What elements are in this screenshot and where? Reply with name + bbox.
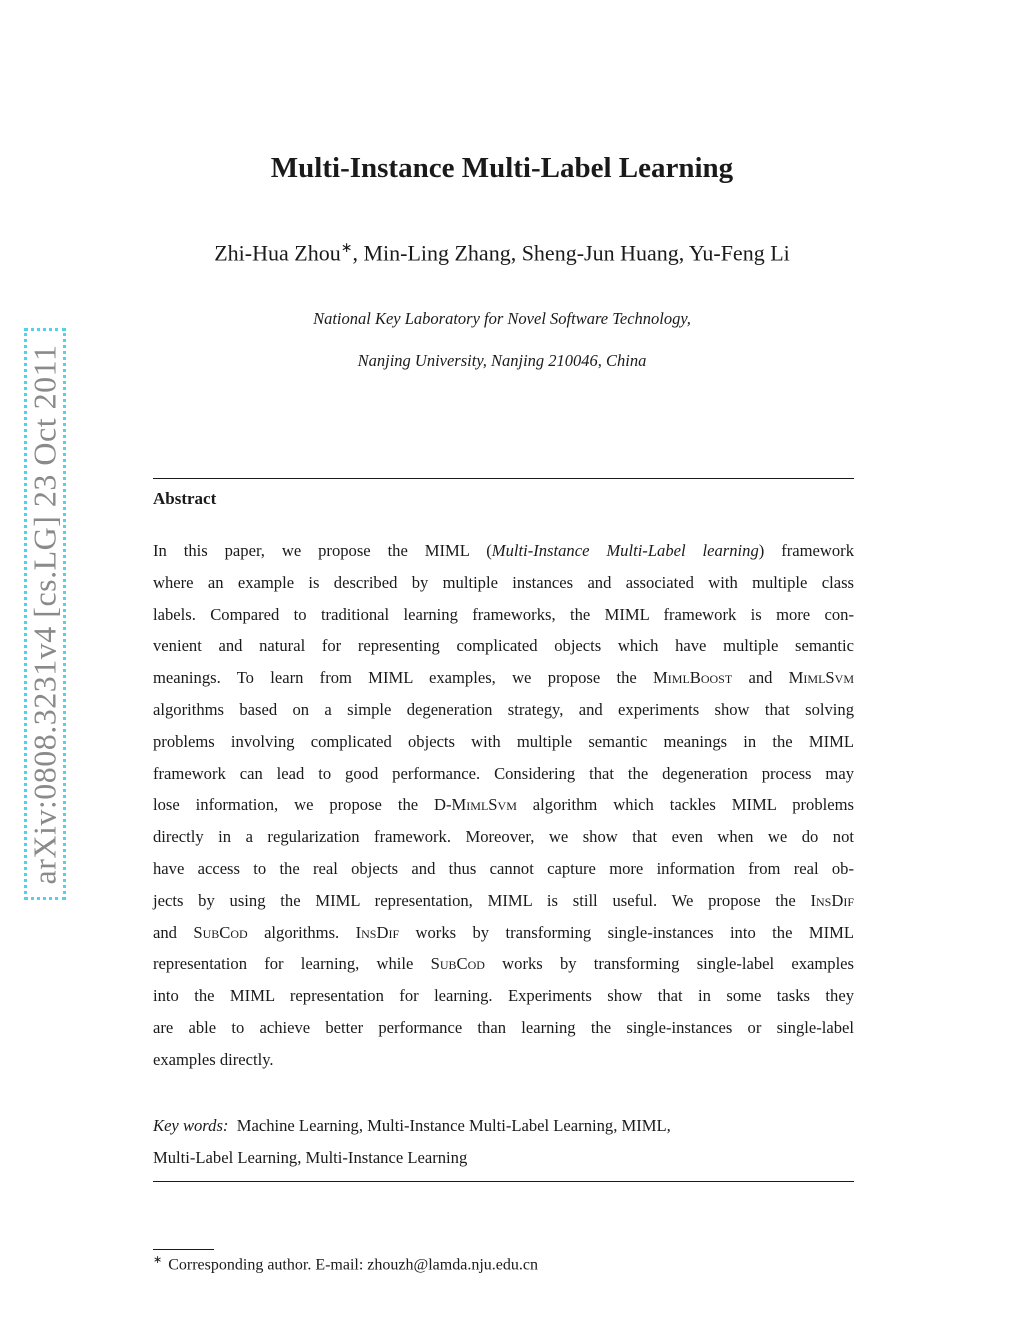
abstract-line: In this paper, we propose the MIML (Multi-Instance Multi-Label learning) framework [153, 541, 854, 560]
affiliation-line-1: National Key Laboratory for Novel Software Technology, [313, 309, 691, 328]
keywords-line-1: Machine Learning, Multi-Instance Multi-Label Learning, MIML, [236, 1116, 671, 1135]
algorithm-name: InsDif [810, 890, 854, 910]
footnote-marker: ∗ [153, 1254, 163, 1266]
abstract-line: meanings. To learn from MIML examples, we propose the MimlBoost and MimlSvm [153, 668, 854, 688]
arxiv-stamp-text: arXiv:0808.3231v4 [cs.LG] 23 Oct 2011 [26, 344, 63, 884]
abstract-line: examples directly. [153, 1049, 274, 1069]
abstract-line: are able to achieve better performance than learning the single-instances or single-label [153, 1017, 854, 1037]
abstract-line: labels. Compared to traditional learning frameworks, the MIML framework is more con- [153, 604, 854, 624]
author-marker: ∗ [340, 241, 353, 256]
abstract-line: have access to the real objects and thus cannot capture more information from real ob- [153, 858, 854, 878]
footnote-text: Corresponding author. E-mail: zhouzh@lamda.nju.edu.cn [168, 1256, 538, 1274]
abstract-line: into the MIML representation for learning. Experiments show that in some tasks they [153, 986, 854, 1006]
abstract-line: lose information, we propose the D-MimlSvm algorithm which tackles MIML problems [153, 795, 854, 815]
affiliation-line-2: Nanjing University, Nanjing 210046, China [357, 351, 647, 370]
author-list [0, 240, 1004, 266]
divider-top [153, 478, 854, 479]
algorithm-name: MimlBoost [653, 668, 733, 688]
abstract-line: where an example is described by multiple instances and associated with multiple class [153, 572, 854, 592]
abstract-line: jects by using the MIML representation, MIML is still useful. We propose the InsDif [153, 890, 854, 910]
abstract-line: directly in a regularization framework. Moreover, we show that even when we do not [153, 827, 854, 847]
abstract-line: venient and natural for representing complicated objects which have multiple semantic [153, 636, 854, 656]
keywords-label: Key words: [153, 1116, 229, 1135]
author-rest: , Min-Ling Zhang, Sheng-Jun Huang, Yu-Feng Li [352, 240, 790, 266]
abstract-line: representation for learning, while SubCod works by transforming single-label examples [153, 954, 855, 974]
abstract-body [153, 535, 854, 1076]
abstract-line: framework can lead to good performance. Considering that the degeneration process may [153, 763, 854, 783]
algorithm-name: SubCod [430, 954, 485, 974]
abstract-line: and SubCod algorithms. InsDif works by transforming single-instances into the MIML [153, 922, 854, 942]
paper-title: Multi-Instance Multi-Label Learning [270, 152, 734, 184]
author-first: Zhi-Hua Zhou [214, 240, 341, 266]
arxiv-stamp[interactable] [24, 328, 66, 900]
keywords-line-2: Multi-Label Learning, Multi-Instance Learning [153, 1148, 468, 1167]
abstract-line: problems involving complicated objects with multiple semantic meanings in the MIML [153, 731, 854, 751]
footnote [153, 1253, 538, 1274]
algorithm-name: MimlSvm [788, 668, 854, 688]
algorithm-name: MimlSvm [451, 795, 517, 815]
algorithm-name: SubCod [193, 922, 248, 942]
abstract-line: algorithms based on a simple degeneration strategy, and experiments show that solving [153, 699, 854, 719]
divider-bottom [153, 1181, 854, 1182]
algorithm-name: InsDif [355, 922, 400, 942]
abstract-heading: Abstract [153, 489, 217, 508]
footnote-rule [153, 1249, 214, 1250]
keywords [153, 1110, 854, 1174]
